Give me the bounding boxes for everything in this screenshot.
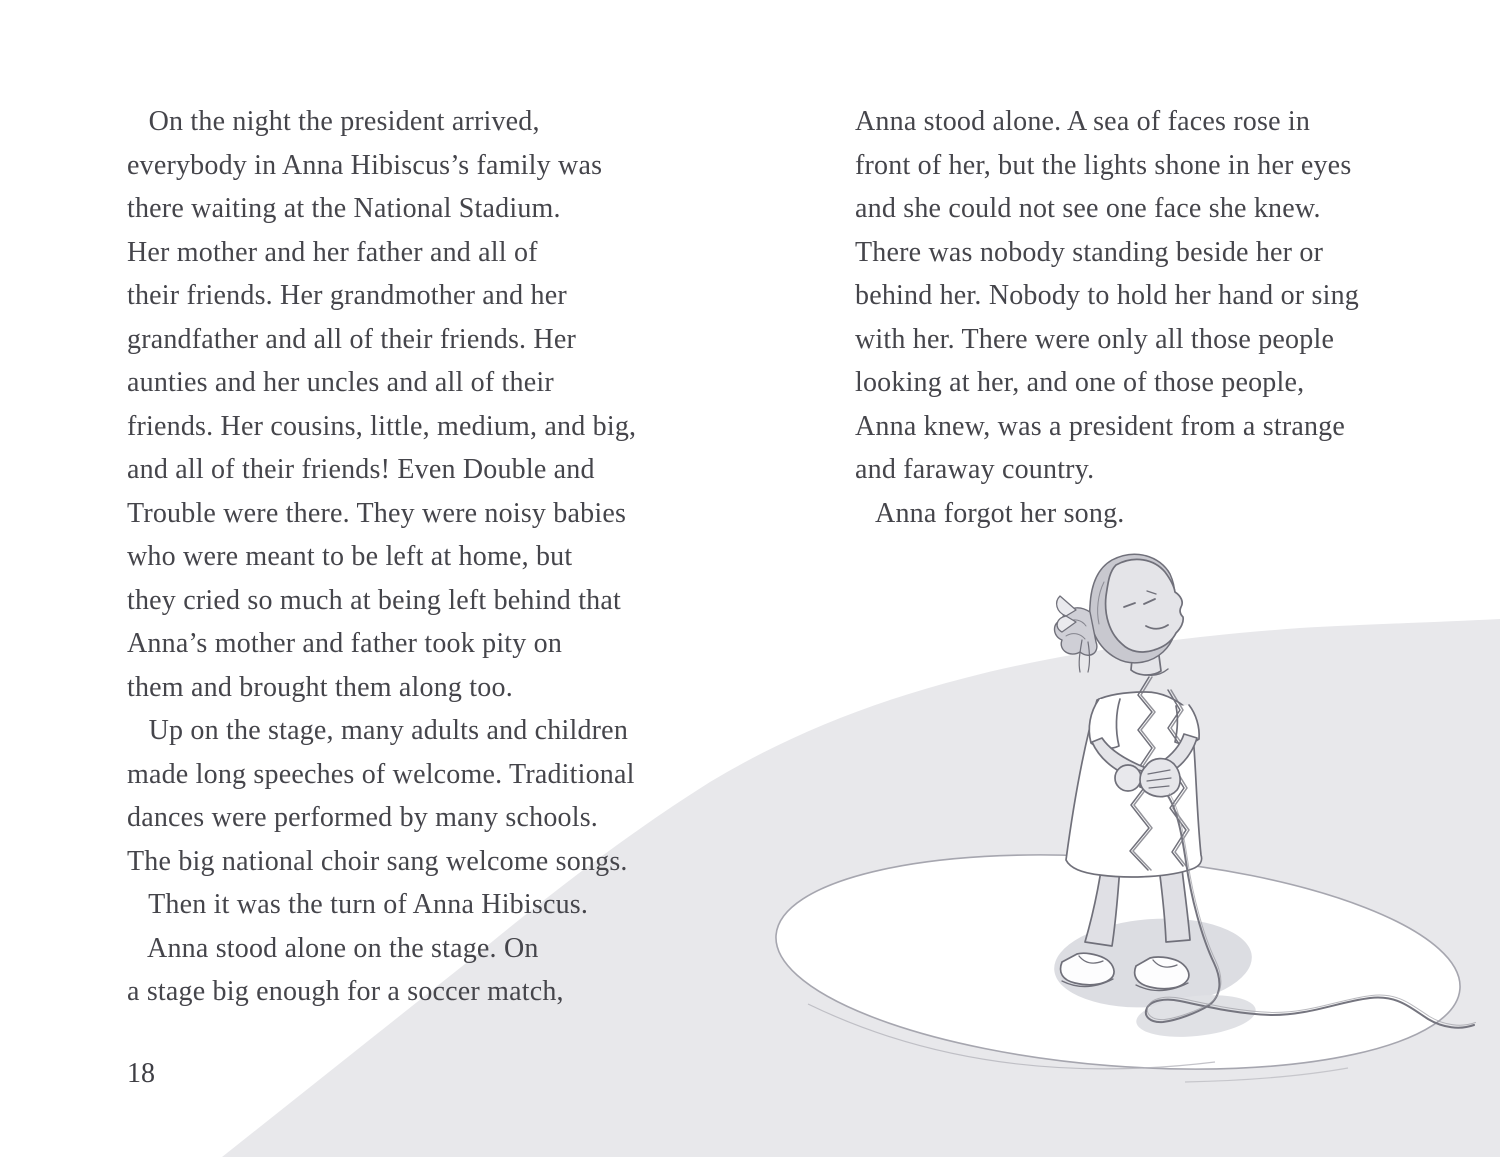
text-line: and faraway country. (855, 454, 1095, 485)
text-line: Then it was the turn of Anna Hibiscus. (127, 889, 589, 920)
text-line: and all of their friends! Even Double and (127, 454, 595, 485)
text-line: On the night the president arrived, (127, 106, 540, 137)
page-number: 18 (127, 1058, 155, 1089)
text-line: everybody in Anna Hibiscus’s family was (127, 149, 603, 181)
text-line: aunties and her uncles and all of their (127, 367, 554, 398)
text-line: Anna stood alone. A sea of faces rose in (855, 106, 1311, 137)
text-line: with her. There were only all those people (855, 323, 1335, 355)
text-line: front of her, but the lights shone in her eyes (855, 149, 1352, 181)
text-line: there waiting at the National Stadium. (127, 193, 561, 224)
right-page-text (855, 100, 1430, 535)
text-line: who were meant to be left at home, but (127, 541, 573, 572)
text-line: them and brought them along too. (127, 671, 513, 703)
text-line: behind her. Nobody to hold her hand or sing (855, 280, 1359, 311)
text-line: made long speeches of welcome. Traditional (127, 758, 635, 790)
text-line: looking at her, and one of those people, (855, 367, 1305, 398)
text-line: Trouble were there. They were noisy babies (127, 497, 627, 529)
text-line: their friends. Her grandmother and her (127, 280, 567, 311)
text-line: and she could not see one face she knew. (855, 193, 1321, 224)
text-line: dances were performed by many schools. (127, 802, 598, 833)
text-line: Anna stood alone on the stage. On (127, 932, 539, 964)
text-line: Anna’s mother and father took pity on (127, 628, 563, 659)
text-line: a stage big enough for a soccer match, (127, 976, 564, 1007)
text-line: Her mother and her father and all of (127, 236, 538, 268)
left-page-text (127, 100, 687, 1014)
face (1106, 559, 1184, 652)
text-line: Up on the stage, many adults and children (127, 715, 629, 746)
text-line: grandfather and all of their friends. Her (127, 323, 577, 355)
text-line: There was nobody standing beside her or (855, 236, 1324, 268)
text-line: friends. Her cousins, little, medium, and big, (127, 410, 637, 442)
text-line: they cried so much at being left behind that (127, 584, 621, 616)
text-line: The big national choir sang welcome songs. (127, 845, 628, 877)
text-line: Anna knew, was a president from a strange (855, 410, 1345, 442)
text-line: Anna forgot her song. (855, 497, 1125, 529)
